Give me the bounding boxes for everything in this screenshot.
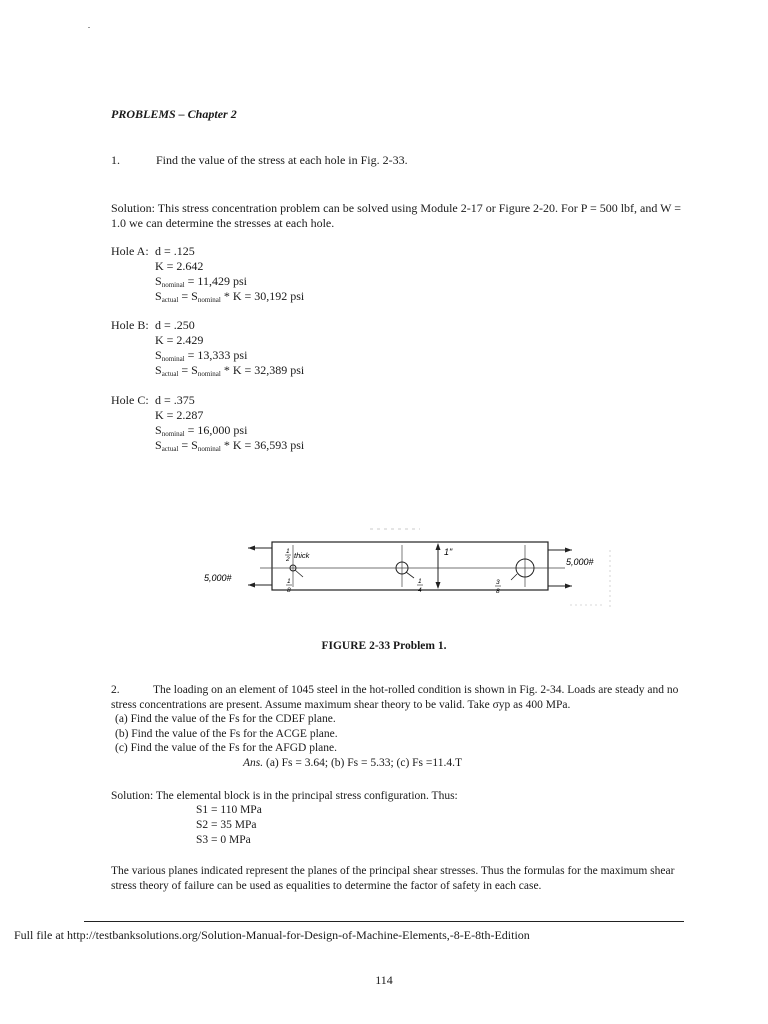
subscript: nominal [197,296,221,304]
chapter-heading: PROBLEMS – Chapter 2 [111,107,237,121]
figure-2-33 [200,525,620,619]
problem-1-text: Find the value of the stress at each hole in Fig. 2-33. [156,153,408,167]
problem-2-statement [111,683,691,712]
principal-stress-2: S2 = 35 MPa [196,819,257,831]
problem-2-item-a: (a) Find the value of the Fs for the CDEF plane. [115,713,336,725]
equals-s: = S [178,363,198,377]
problem-2-solution: Solution: The elemental block is in the principal stress configuration. Thus: [111,790,458,802]
scan-speck [88,27,90,28]
answer-text: (a) Fs = 3.64; (b) Fs = 5.33; (c) Fs =11.4.T [266,757,462,769]
problem-1-number: 1. [111,153,120,167]
hole-actual-stress [155,438,304,453]
page-number: 114 [375,973,393,987]
hole-c-dia-den: 8 [496,588,500,595]
problem-2-item-b: (b) Find the value of the Fs for the ACGE plane. [115,727,338,740]
actual-value: * K = 30,192 psi [223,289,305,303]
left-arrowhead-top [248,546,255,551]
hole-k: K = 2.642 [155,259,204,273]
subscript: actual [161,370,179,378]
subscript: actual [161,296,179,304]
thick-fraction-num: 1 [286,548,290,555]
actual-value: * K = 32,389 psi [223,363,305,377]
s-symbol: S [155,348,162,362]
problem-1-solution: Solution: This stress concentration problem can be solved using Module 2-17 or Figure 2-20. For P = 500 lbf, and W = 1.0 we can determine the stresses at each hole. [111,201,682,230]
figure-caption: FIGURE 2-33 Problem 1. [321,640,447,652]
width-label: 1" [444,547,453,557]
thick-label: thick [294,551,310,560]
problem-2-answer [243,756,462,770]
s-symbol: S [155,423,162,437]
hole-b-leader [406,572,414,578]
hole-b-dia-den: 4 [418,587,422,594]
hole-a-dia-num: 1 [287,578,291,585]
hole-label: Hole C: [111,393,149,407]
hole-diameter: d = .250 [155,318,195,332]
hole-k: K = 2.429 [155,333,204,347]
hole-label: Hole B: [111,318,149,332]
principal-stress-1: S1 = 110 MPa [196,804,262,816]
problem-2 [111,683,691,756]
principal-stresses [196,803,262,848]
subscript: nominal [197,445,221,453]
equals-s: = S [178,438,198,452]
equals-s: = S [178,289,198,303]
subscript: nominal [161,430,185,438]
right-arrowhead-bottom [565,584,572,589]
subscript: actual [161,445,179,453]
hole-actual-stress [155,363,304,378]
hole-label: Hole A: [111,244,149,258]
nominal-value: = 13,333 psi [187,348,248,362]
hole-nominal-stress [155,348,304,363]
problem-2-text: The loading on an element of 1045 steel in the hot-rolled condition is shown in Fig. 2-34. Loads are steady and no stress concentrations are present. Assume maximum shear theory to be valid. Take σyp as 400 MPa. [111,684,679,711]
hole-a-dia-den: 8 [287,587,291,594]
actual-value: * K = 36,593 psi [223,438,305,452]
width-arrowhead-top [436,543,441,550]
subscript: nominal [197,370,221,378]
footer-link-text: Full file at http://testbanksolutions.org/Solution-Manual-for-Design-of-Machine-Elements,-8-E-8th-Edition [14,928,530,942]
right-arrowhead-top [565,548,572,553]
answer-label: Ans. [243,757,264,769]
problem-2-discussion: The various planes indicated represent the planes of the principal shear stresses. Thus the formulas for the maximum shear stress theory of failure can be used as equalities to determine the factor of safety in each case. [111,865,675,892]
hole-k: K = 2.287 [155,408,204,422]
plate-outline [272,542,548,590]
load-left-label: 5,000# [204,573,232,583]
s-symbol: S [155,274,162,288]
hole-b-dia-num: 1 [418,578,422,585]
problem-2-number: 2. [111,684,120,696]
nominal-value: = 11,429 psi [187,274,247,288]
load-right-label: 5,000# [566,557,594,567]
hole-a-leader [295,570,303,577]
nominal-value: = 16,000 psi [187,423,248,437]
hole-actual-stress [155,289,304,304]
hole-c-dia-num: 3 [496,579,500,586]
footer-rule [84,921,684,922]
s-symbol: S [155,363,162,377]
hole-c-leader [511,574,517,580]
subscript: nominal [161,281,185,289]
hole-diameter: d = .375 [155,393,195,407]
hole-nominal-stress [155,423,304,438]
hole-nominal-stress [155,274,304,289]
problem-2-item-c: (c) Find the value of the Fs for the AFGD plane. [115,742,337,754]
plate-diagram [200,525,620,615]
problem-2-items [111,712,691,756]
width-arrowhead-bottom [436,582,441,589]
left-arrowhead-bottom [248,583,255,588]
s-symbol: S [155,289,162,303]
s-symbol: S [155,438,162,452]
hole-diameter: d = .125 [155,244,195,258]
thick-fraction-den: 2 [286,556,290,563]
subscript: nominal [161,355,185,363]
principal-stress-3: S3 = 0 MPa [196,834,251,846]
